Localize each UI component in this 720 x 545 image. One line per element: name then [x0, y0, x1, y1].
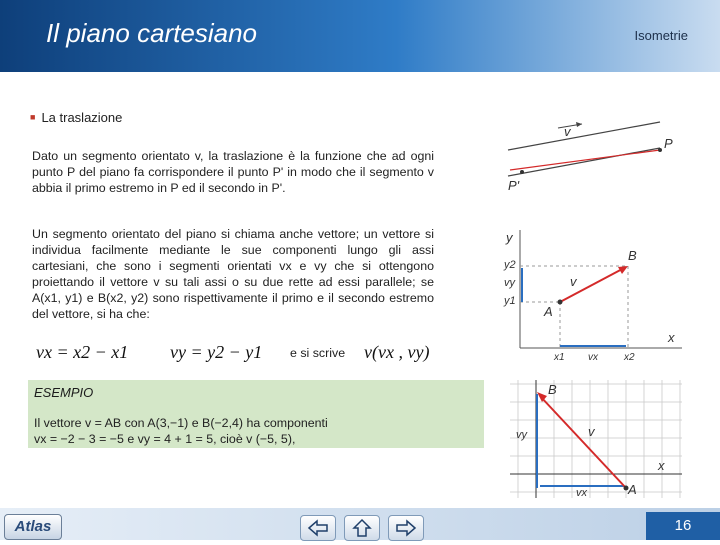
fig2-label-vx: vx: [588, 352, 598, 360]
fig2-label-x2: x2: [624, 352, 635, 360]
fig2-label-B: B: [628, 248, 637, 263]
fig2-label-v: v: [570, 274, 577, 289]
fig1-label-P: P: [664, 136, 673, 151]
line-upper: [508, 122, 660, 150]
formula-vx: vx = x2 − x1: [36, 342, 129, 362]
paragraph-traslazione: Dato un segmento orientato v, la traslazione è la funzione che ad ogni punto P del piano fa corrispondere il punto P' in modo che il segmento v abbia il primo estremo in P ed il secondo in P'.: [32, 149, 434, 195]
example-line-2: vx = −2 − 3 = −5 e vy = 4 + 1 = 5, cioè v (−5, 5),: [34, 432, 296, 446]
next-button[interactable]: [388, 515, 424, 541]
bullet-icon: ■: [30, 112, 36, 122]
fig3-label-B: B: [548, 382, 557, 397]
figure-traslazione: [500, 110, 690, 200]
example-line-1: Il vettore v = AB con A(3,−1) e B(−2,4) ha componenti: [34, 416, 328, 430]
figure-componenti: [500, 224, 690, 360]
arrow-right-icon: [389, 516, 423, 540]
page-title: Il piano cartesiano: [46, 18, 258, 48]
figure-esempio: [506, 376, 686, 502]
fig1-label-v: v: [564, 124, 571, 139]
bullet-heading: [30, 110, 122, 125]
fig2-label-y: y: [506, 230, 513, 245]
fig2-label-x: x: [668, 330, 675, 345]
formula-connector: e si scrive: [290, 346, 346, 360]
home-button[interactable]: [344, 515, 380, 541]
prev-button[interactable]: [300, 515, 336, 541]
arrow-up-icon: [345, 516, 379, 540]
point-A: [558, 300, 563, 305]
section-title: Isometrie: [634, 28, 688, 43]
bullet-label: La traslazione: [41, 110, 123, 125]
formula-vector: v(vx , vy): [364, 342, 430, 362]
point-P: [520, 170, 524, 174]
point-P-prime: [658, 148, 662, 152]
paragraph-vettore: Un segmento orientato del piano si chiama anche vettore; un vettore si individua facilmente mediante le sue componenti lungo gli assi cartesiani, che sono i segmenti orientati vx e vy che si ottengono proiettando il vettore v su tali assi o su due rette ad essi parallele; se A(x1, y1) e B(x2, y2) sono rispettivamente il primo e il secondo estremo del vettore, si ha che:: [32, 227, 434, 321]
arrow-left-icon: [301, 516, 335, 540]
fig3-label-A: A: [628, 482, 637, 497]
fig3-label-v: v: [588, 424, 595, 439]
fig2-label-vy: vy: [504, 277, 515, 289]
fig2-label-y2: y2: [504, 259, 516, 271]
fig3-label-x: x: [658, 458, 665, 473]
v-arrowhead: [576, 122, 582, 127]
fig2-label-y1: y1: [504, 295, 516, 307]
line-lower: [508, 148, 660, 176]
fig3-label-vy: vy: [516, 429, 527, 441]
fig3-label-vx: vx: [576, 487, 587, 499]
fig2-label-A: A: [544, 304, 553, 319]
formula-vy: vy = y2 − y1: [170, 342, 263, 362]
page-number: 16: [646, 512, 720, 540]
translation-vector: [510, 150, 660, 170]
fig2-label-x1: x1: [554, 352, 565, 360]
fig1-label-Pprime: P': [508, 178, 520, 193]
example-title: ESEMPIO: [34, 385, 94, 400]
atlas-logo: Atlas: [4, 514, 62, 540]
